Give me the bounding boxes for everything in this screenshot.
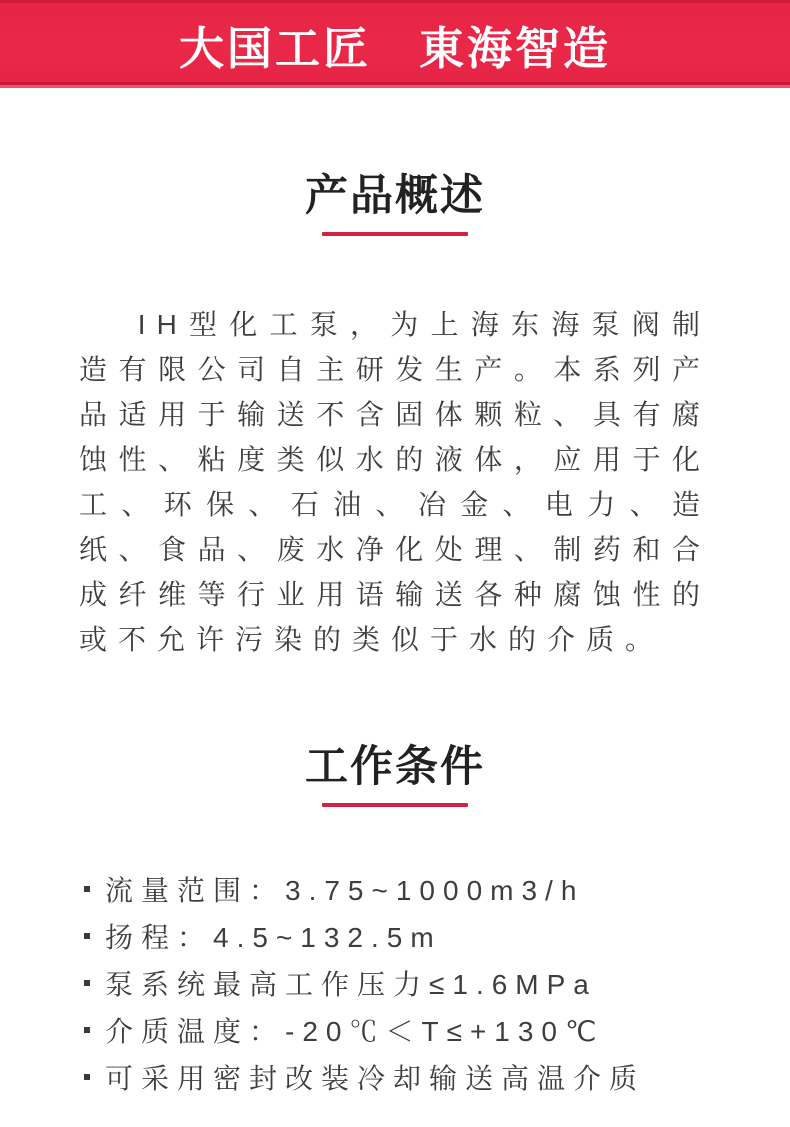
title-underline [322, 803, 468, 807]
overview-paragraph: IH型化工泵，为上海东海泵阀制造有限公司自主研发生产。本系列产品适用于输送不含固体颗粒、具有腐蚀性、粘度类似水的液体，应用于化工、环保、石油、冶金、电力、造纸、食品、废水净化处理、制药和合成纤维等行业用语输送各种腐蚀性的或不允许污染的类似于水的介质。 [79, 309, 711, 655]
list-item [84, 959, 790, 1006]
conditions-list [0, 865, 790, 1100]
bullet-dot-icon [84, 886, 90, 892]
list-item [84, 912, 790, 959]
bullet-dot-icon [84, 1074, 90, 1080]
title-underline [322, 232, 468, 236]
bullet-dot-icon [84, 1027, 90, 1033]
section-product-overview [0, 173, 790, 662]
list-item [84, 1006, 790, 1053]
brand-slogan: 大国工匠 東海智造 [178, 22, 611, 74]
condition-seal-cooling: 可采用密封改装冷却输送高温介质 [105, 1062, 646, 1094]
section-title-overview: 产品概述 [305, 172, 485, 220]
condition-head-range: 扬程：4.5~132.5m [105, 921, 442, 953]
brand-banner [0, 0, 790, 88]
section-working-conditions [0, 744, 790, 1100]
list-item [84, 865, 790, 912]
bullet-dot-icon [84, 980, 90, 986]
condition-medium-temperature: 介质温度：-20℃＜T≤+130℃ [105, 1015, 605, 1047]
bullet-dot-icon [84, 933, 90, 939]
section-title-conditions: 工作条件 [305, 743, 485, 791]
condition-flow-range: 流量范围：3.75~1000m3/h [105, 874, 585, 906]
list-item [84, 1053, 790, 1100]
condition-max-pressure: 泵系统最高工作压力≤1.6MPa [105, 968, 597, 1000]
